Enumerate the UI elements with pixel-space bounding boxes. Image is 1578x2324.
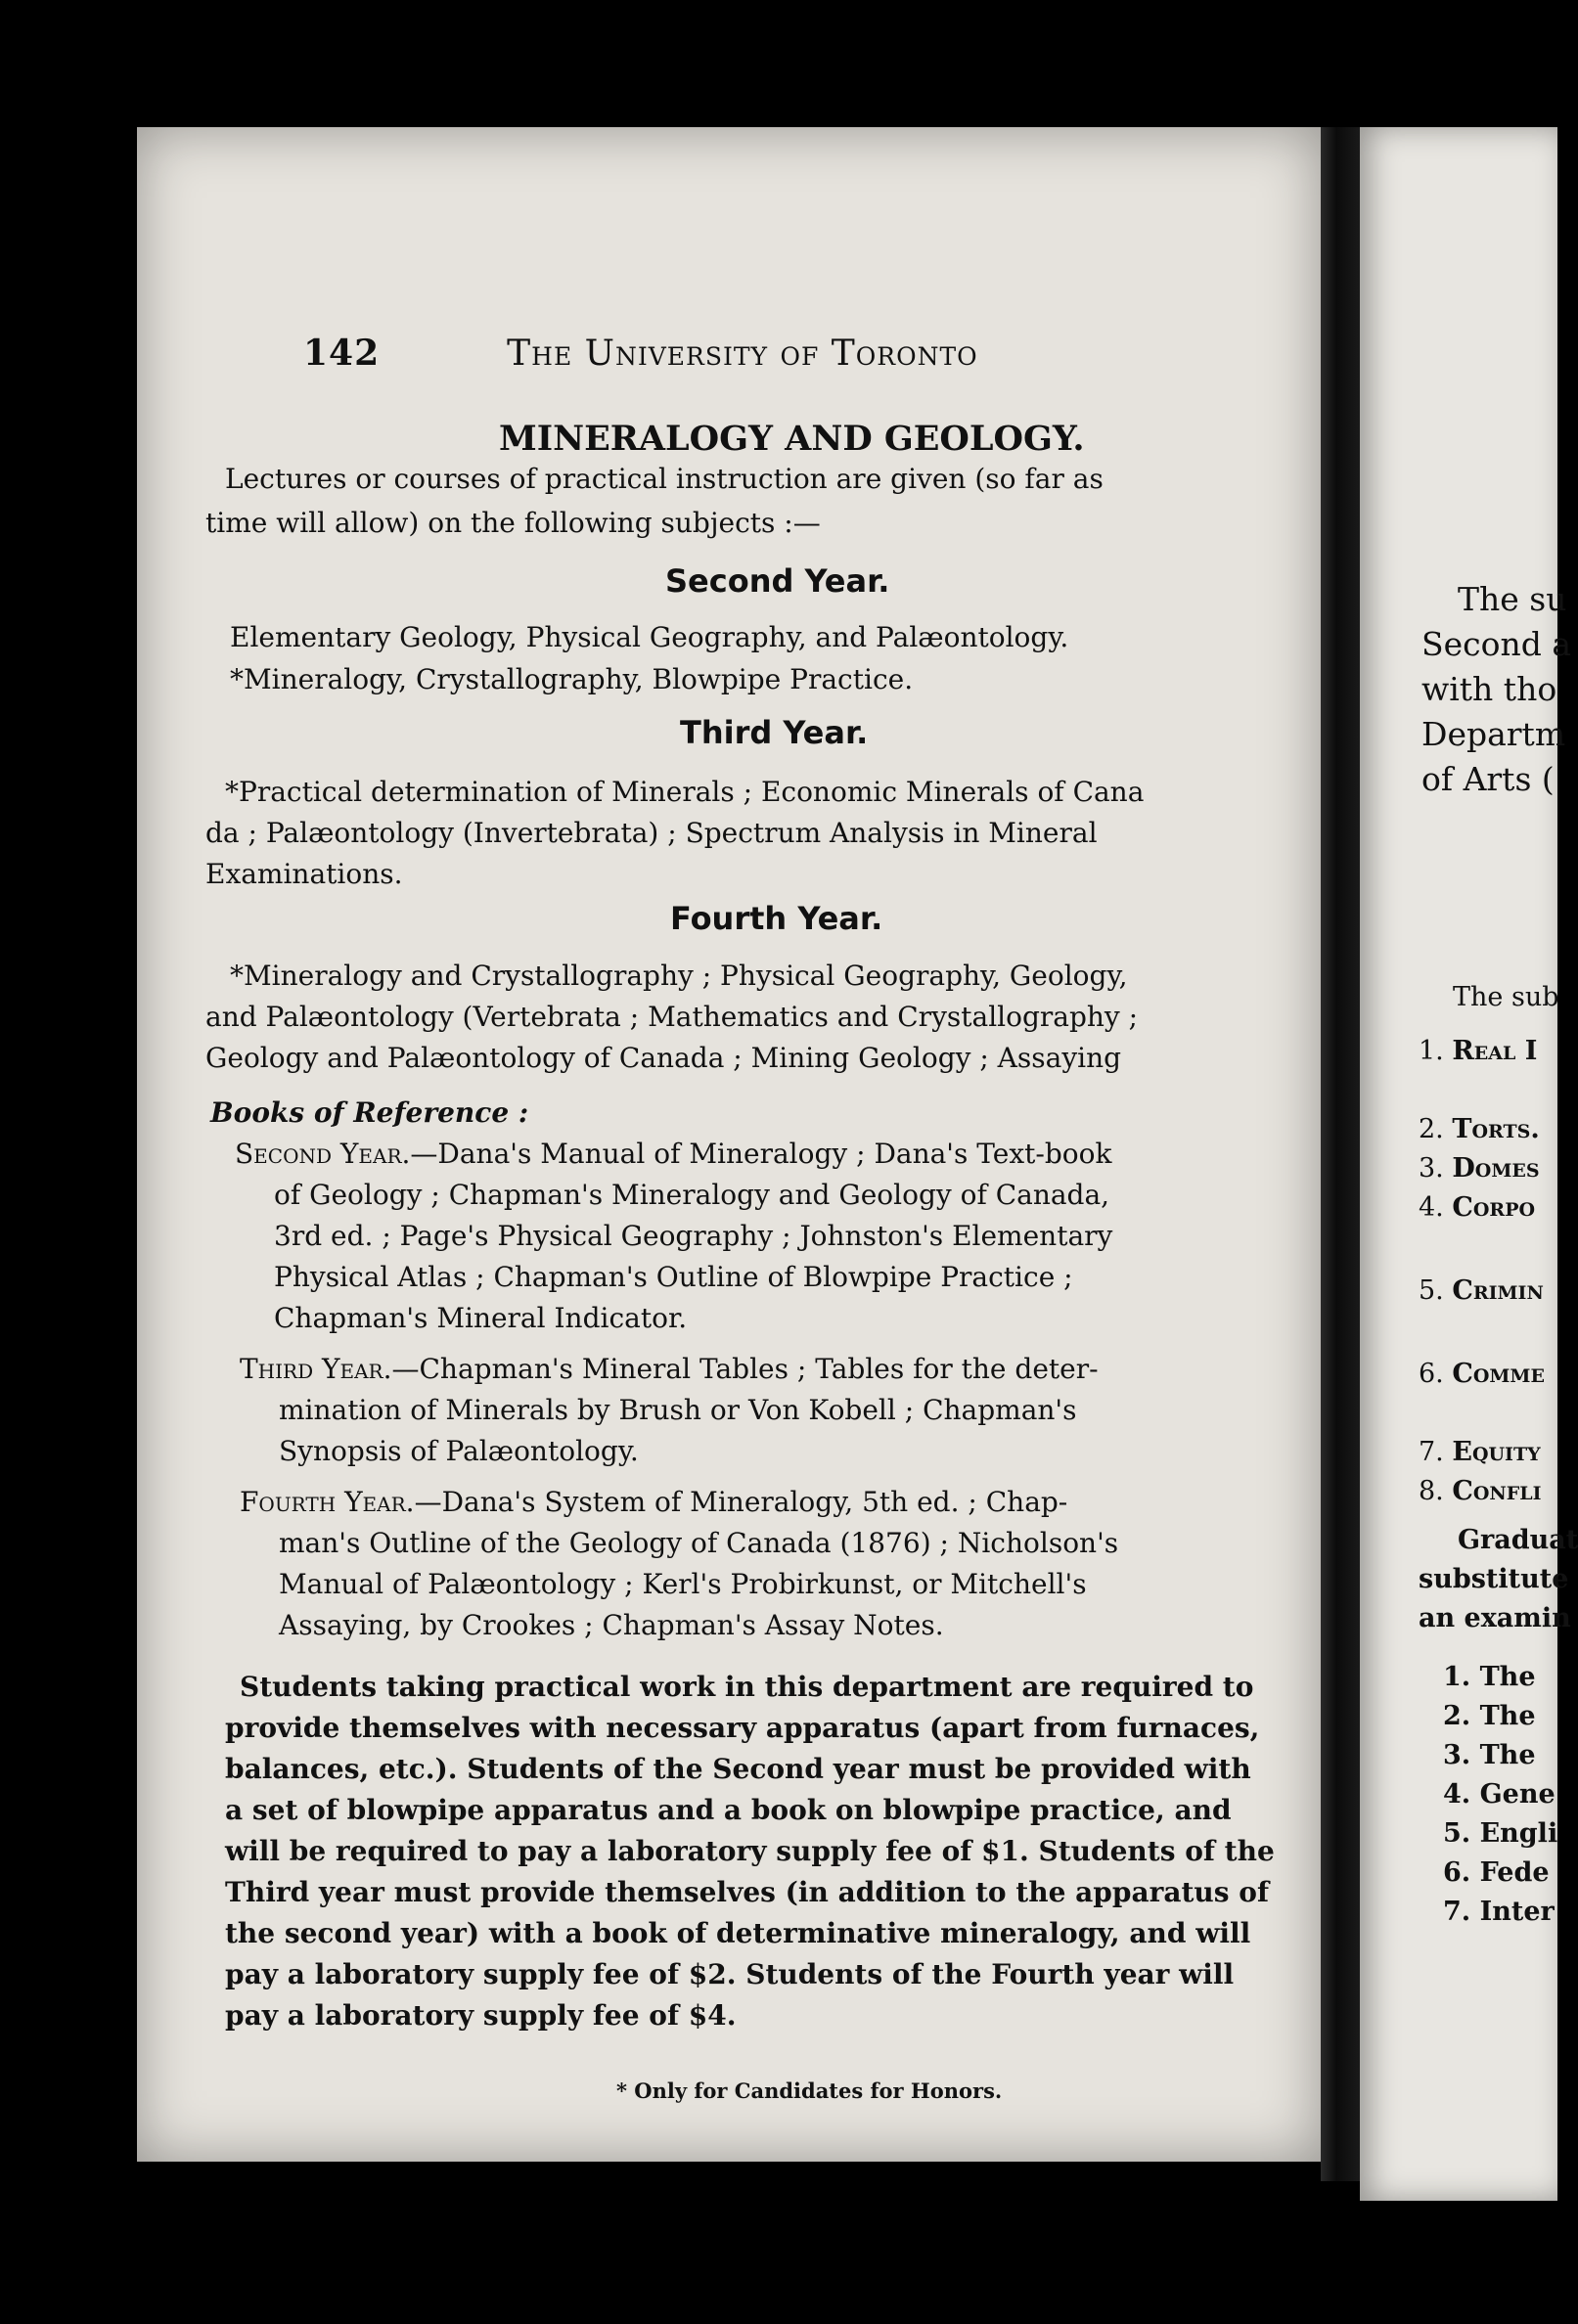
closing-line-1: Students taking practical work in this department are required to bbox=[240, 1671, 1254, 1703]
closing-line-6: Third year must provide themselves (in addition to the apparatus of bbox=[225, 1876, 1270, 1908]
right-list-a-3 bbox=[1419, 1149, 1540, 1188]
ref-third-year-line-2: mination of Minerals by Brush or Von Kobell ; Chapman's bbox=[279, 1394, 1077, 1426]
right-list-a-2-text: Torts. bbox=[1452, 1114, 1540, 1144]
footnote: * Only for Candidates for Honors. bbox=[616, 2078, 1003, 2103]
second-year-line-2: *Mineralogy, Crystallography, Blowpipe Practice. bbox=[230, 663, 914, 695]
right-list-b-6 bbox=[1443, 1854, 1550, 1893]
ref-fourth-year-line-1 bbox=[240, 1483, 1067, 1522]
ref-third-year-text-1: —Chapman's Mineral Tables ; Tables for the deter- bbox=[391, 1353, 1099, 1385]
right-list-b-2-num: 2. bbox=[1443, 1701, 1471, 1731]
right-list-b-2-text: The bbox=[1479, 1701, 1536, 1731]
right-para-mid-3: an examin bbox=[1419, 1603, 1571, 1633]
closing-line-3: balances, etc.). Students of the Second year must be provided with bbox=[225, 1753, 1251, 1785]
right-list-a-3-text: Domes bbox=[1452, 1153, 1540, 1184]
right-list-a-1-num: 1. bbox=[1419, 1036, 1444, 1066]
left-page bbox=[137, 127, 1321, 2162]
right-list-a-1 bbox=[1419, 1032, 1537, 1071]
right-list-a-4 bbox=[1419, 1188, 1535, 1228]
right-list-b-5-num: 5. bbox=[1443, 1818, 1471, 1849]
right-subhead: The sub bbox=[1453, 982, 1559, 1012]
ref-second-year-line-1 bbox=[235, 1135, 1111, 1174]
right-list-a-4-num: 4. bbox=[1419, 1192, 1444, 1223]
ref-second-year-label: Second Year. bbox=[235, 1138, 411, 1170]
right-para-top-3: with tho bbox=[1421, 670, 1557, 708]
closing-line-4: a set of blowpipe apparatus and a book on blowpipe practice, and bbox=[225, 1794, 1232, 1826]
ref-third-year-line-3: Synopsis of Palæontology. bbox=[279, 1435, 639, 1467]
ref-third-year-label: Third Year. bbox=[240, 1353, 392, 1385]
third-year-line-2: da ; Palæontology (Invertebrata) ; Spectrum Analysis in Mineral bbox=[205, 817, 1098, 849]
closing-line-5: will be required to pay a laboratory supply fee of $1. Students of the bbox=[225, 1835, 1275, 1867]
fourth-year-line-3: Geology and Palæontology of Canada ; Mining Geology ; Assaying bbox=[205, 1042, 1122, 1074]
right-list-b-5-text: Engli bbox=[1479, 1818, 1558, 1849]
book-gutter bbox=[1321, 127, 1360, 2181]
intro-line-2: time will allow) on the following subjects :— bbox=[205, 507, 821, 539]
right-list-b-1-num: 1. bbox=[1443, 1662, 1471, 1692]
right-list-a-5 bbox=[1419, 1272, 1544, 1311]
right-list-a-6 bbox=[1419, 1355, 1545, 1394]
ref-second-year-line-2: of Geology ; Chapman's Mineralogy and Geology of Canada, bbox=[274, 1179, 1110, 1211]
right-list-a-4-text: Corpo bbox=[1452, 1192, 1536, 1223]
right-list-a-3-num: 3. bbox=[1419, 1153, 1444, 1184]
right-list-a-7-text: Equity bbox=[1452, 1437, 1541, 1467]
right-list-a-6-num: 6. bbox=[1419, 1359, 1444, 1389]
right-list-a-6-text: Comme bbox=[1452, 1359, 1545, 1389]
right-para-top-4: Departm bbox=[1421, 715, 1566, 753]
closing-line-9: pay a laboratory supply fee of $4. bbox=[225, 1999, 737, 2032]
right-list-a-2 bbox=[1419, 1110, 1540, 1149]
right-list-a-5-num: 5. bbox=[1419, 1275, 1444, 1306]
intro-line-1: Lectures or courses of practical instruction are given (so far as bbox=[225, 463, 1104, 495]
right-list-b-1 bbox=[1443, 1658, 1536, 1697]
fourth-year-line-1: *Mineralogy and Crystallography ; Physical Geography, Geology, bbox=[230, 960, 1128, 992]
ref-second-year-line-5: Chapman's Mineral Indicator. bbox=[274, 1302, 688, 1334]
right-list-b-7 bbox=[1443, 1893, 1555, 1932]
third-year-line-1: *Practical determination of Minerals ; Economic Minerals of Cana bbox=[225, 776, 1145, 808]
right-list-a-8-num: 8. bbox=[1419, 1476, 1444, 1506]
ref-fourth-year-text-1: —Dana's System of Mineralogy, 5th ed. ; Chap- bbox=[414, 1486, 1068, 1518]
fourth-year-heading: Fourth Year. bbox=[670, 900, 883, 937]
closing-line-8: pay a laboratory supply fee of $2. Students of the Fourth year will bbox=[225, 1958, 1235, 1990]
right-para-top-5: of Arts ( bbox=[1421, 760, 1555, 798]
right-list-a-7 bbox=[1419, 1433, 1541, 1472]
right-list-b-2 bbox=[1443, 1697, 1536, 1736]
right-para-top-2: Second a bbox=[1421, 625, 1572, 663]
fourth-year-line-2: and Palæontology (Vertebrata ; Mathematics and Crystallography ; bbox=[205, 1001, 1139, 1033]
ref-fourth-year-line-4: Assaying, by Crookes ; Chapman's Assay Notes. bbox=[279, 1609, 944, 1641]
right-list-b-6-num: 6. bbox=[1443, 1857, 1471, 1888]
right-para-top-1: The su bbox=[1458, 580, 1567, 618]
right-list-b-1-text: The bbox=[1479, 1662, 1536, 1692]
right-list-a-8-text: Confli bbox=[1452, 1476, 1542, 1506]
ref-fourth-year-line-2: man's Outline of the Geology of Canada (1876) ; Nicholson's bbox=[279, 1527, 1119, 1559]
right-list-b-7-text: Inter bbox=[1479, 1897, 1555, 1927]
section-title: MINERALOGY AND GEOLOGY. bbox=[499, 419, 1085, 459]
ref-fourth-year-label: Fourth Year. bbox=[240, 1486, 415, 1518]
right-list-b-4-num: 4. bbox=[1443, 1779, 1471, 1810]
ref-second-year-line-4: Physical Atlas ; Chapman's Outline of Blowpipe Practice ; bbox=[274, 1261, 1073, 1293]
right-para-mid-2: substitute bbox=[1419, 1564, 1569, 1594]
ref-second-year-line-3: 3rd ed. ; Page's Physical Geography ; Johnston's Elementary bbox=[274, 1220, 1113, 1252]
right-list-a-5-text: Crimin bbox=[1452, 1275, 1544, 1306]
right-list-b-7-num: 7. bbox=[1443, 1897, 1471, 1927]
second-year-line-1: Elementary Geology, Physical Geography, and Palæontology. bbox=[230, 621, 1069, 653]
right-para-mid-1: Graduat bbox=[1458, 1525, 1578, 1555]
second-year-heading: Second Year. bbox=[665, 562, 890, 600]
right-list-a-2-num: 2. bbox=[1419, 1114, 1444, 1144]
running-head bbox=[303, 333, 978, 374]
page-number: 142 bbox=[303, 333, 381, 374]
right-list-b-4-text: Gene bbox=[1479, 1779, 1555, 1810]
right-list-b-4 bbox=[1443, 1775, 1555, 1814]
right-list-a-1-text: Real I bbox=[1452, 1036, 1538, 1066]
right-list-b-3 bbox=[1443, 1736, 1536, 1775]
closing-line-7: the second year) with a book of determinative mineralogy, and will bbox=[225, 1917, 1251, 1949]
right-list-b-5 bbox=[1443, 1814, 1557, 1854]
right-page bbox=[1360, 127, 1578, 2201]
right-list-a-7-num: 7. bbox=[1419, 1437, 1444, 1467]
books-of-reference-label: Books of Reference : bbox=[210, 1096, 529, 1129]
right-list-a-8 bbox=[1419, 1472, 1542, 1511]
ref-second-year-text-1: —Dana's Manual of Mineralogy ; Dana's Text-book bbox=[410, 1138, 1112, 1170]
right-list-b-3-text: The bbox=[1479, 1740, 1536, 1770]
third-year-heading: Third Year. bbox=[680, 714, 869, 751]
right-list-b-6-text: Fede bbox=[1479, 1857, 1550, 1888]
right-list-b-3-num: 3. bbox=[1443, 1740, 1471, 1770]
closing-line-2: provide themselves with necessary apparatus (apart from furnaces, bbox=[225, 1712, 1260, 1744]
running-head-title: The University of Toronto bbox=[507, 334, 978, 374]
third-year-line-3: Examinations. bbox=[205, 858, 403, 890]
ref-third-year-line-1 bbox=[240, 1350, 1099, 1389]
ref-fourth-year-line-3: Manual of Palæontology ; Kerl's Probirkunst, or Mitchell's bbox=[279, 1568, 1087, 1600]
